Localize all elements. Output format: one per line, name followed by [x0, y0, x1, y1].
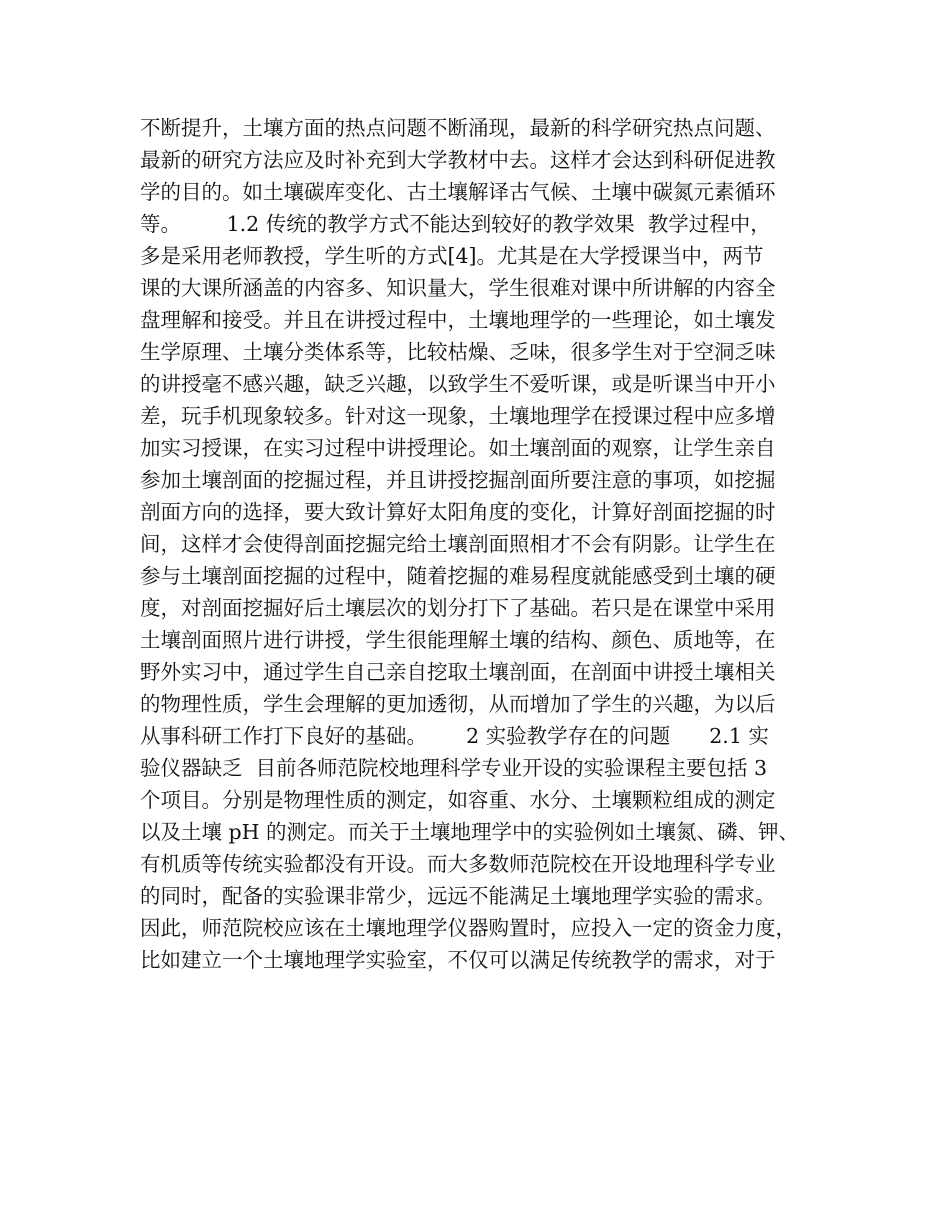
text-line: 参加土壤剖面的挖掘过程，并且讲授挖掘剖面所要注意的事项，如挖掘 — [140, 468, 776, 492]
text-line: 的同时，配备的实验课非常少，远远不能满足土壤地理学实验的需求。 — [140, 884, 776, 908]
text-line: 验仪器缺乏 目前各师范院校地理科学专业开设的实验课程主要包括 3 — [140, 756, 768, 780]
text-line: 等。 1.2 传统的教学方式不能达到较好的教学效果 教学过程中， — [140, 212, 771, 236]
text-line: 差，玩手机现象较多。针对这一现象，土壤地理学在授课过程中应多增 — [140, 404, 776, 428]
text-line: 比如建立一个土壤地理学实验室，不仅可以满足传统教学的需求，对于 — [140, 948, 776, 972]
text-line: 最新的研究方法应及时补充到大学教材中去。这样才会达到科研促进教 — [140, 148, 776, 172]
text-line: 课的大课所涵盖的内容多、知识量大，学生很难对课中所讲解的内容全 — [140, 276, 776, 300]
text-line: 的物理性质，学生会理解的更加透彻，从而增加了学生的兴趣，为以后 — [140, 692, 776, 716]
text-line: 有机质等传统实验都没有开设。而大多数师范院校在开设地理科学专业 — [140, 852, 776, 876]
text-line: 盘理解和接受。并且在讲授过程中，土壤地理学的一些理论，如土壤发 — [140, 308, 776, 332]
text-line: 多是采用老师教授，学生听的方式[4]。尤其是在大学授课当中，两节 — [140, 244, 764, 268]
text-line: 间，这样才会使得剖面挖掘完给土壤剖面照相才不会有阴影。让学生在 — [140, 532, 776, 556]
text-line: 度，对剖面挖掘好后土壤层次的划分打下了基础。若只是在课堂中采用 — [140, 596, 776, 620]
text-line: 野外实习中，通过学生自己亲自挖取土壤剖面，在剖面中讲授土壤相关 — [140, 660, 776, 684]
text-line: 加实习授课，在实习过程中讲授理论。如土壤剖面的观察，让学生亲自 — [140, 436, 776, 460]
body-text — [140, 112, 840, 976]
text-line: 学的目的。如土壤碳库变化、古土壤解译古气候、土壤中碳氮元素循环 — [140, 180, 776, 204]
text-line: 从事科研工作打下良好的基础。 2 实验教学存在的问题 2.1 实 — [140, 724, 769, 748]
text-line: 剖面方向的选择，要大致计算好太阳角度的变化，计算好剖面挖掘的时 — [140, 500, 776, 524]
text-line: 参与土壤剖面挖掘的过程中，随着挖掘的难易程度就能感受到土壤的硬 — [140, 564, 776, 588]
text-line: 土壤剖面照片进行讲授，学生很能理解土壤的结构、颜色、质地等，在 — [140, 628, 776, 652]
text-line: 以及土壤 pH 的测定。而关于土壤地理学中的实验例如土壤氮、磷、钾、 — [140, 820, 800, 844]
text-line: 的讲授毫不感兴趣，缺乏兴趣，以致学生不爱听课，或是听课当中开小 — [140, 372, 776, 396]
text-line: 个项目。分别是物理性质的测定，如容重、水分、土壤颗粒组成的测定 — [140, 788, 776, 812]
text-line: 因此，师范院校应该在土壤地理学仪器购置时，应投入一定的资金力度， — [140, 916, 796, 940]
text-line: 不断提升，土壤方面的热点问题不断涌现，最新的科学研究热点问题、 — [140, 116, 776, 140]
text-line: 生学原理、土壤分类体系等，比较枯燥、乏味，很多学生对于空洞乏味 — [140, 340, 776, 364]
